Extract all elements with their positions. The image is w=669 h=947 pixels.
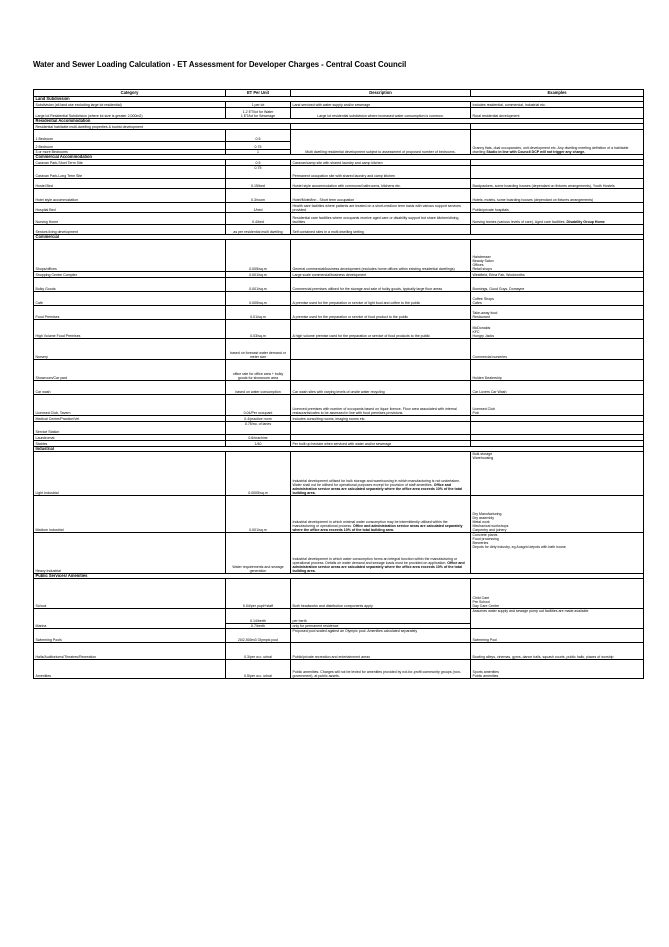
table-row: Marina 0.14/berth 0.7/berth per berth only for permanent residence Assumes water supply and sewage pump out facilities are made available	[34, 609, 644, 629]
table-row: Caravan Park-Short Term Site 0.5 Caravan/camp site with shared laundry and camp kitchen	[34, 160, 644, 166]
table-row: Stables 1/40 Per built up hectare when serviced with water and/or sewerage	[34, 441, 644, 447]
section-industrial: Industrial	[34, 447, 644, 452]
et-assessment-table	[33, 89, 644, 679]
table-row: Seniors living development as per residential multi dwelling Self contained sites in a multi dwelling setting	[34, 225, 644, 235]
table-row: Showroom/Car yard office rate for office area + bulky goods for showroom area Holden Dealership	[34, 360, 644, 381]
table-row: Residential habitable multi-dwelling properties & tourist development	[34, 124, 644, 130]
table-row: 2 Bedroom 0.75	[34, 142, 644, 150]
table-row: Service Station 0.75/no. of lanes	[34, 422, 644, 435]
header-category: Category	[34, 90, 226, 97]
header-et-per-unit: ET Per Unit	[226, 90, 291, 97]
table-row: Shops/offices 0.005/sq.m General commercial/business development (excludes home offices within existing residential dwellings) Hairdresser Beauty Salon Offices Retail shops	[34, 240, 644, 272]
table-header-row	[34, 90, 644, 97]
table-row: Caravan Park-Long Term Site 0.75 Permanent occupation site with shared laundry and camp kitchen	[34, 166, 644, 179]
table-row: Swimming Pools 20/2,500m3 Olympic pool Proposed pool scaled against an Olympic pool. Amenities calculated separately Swimming Pool	[34, 629, 644, 643]
section-residential: Residential Accommodation	[34, 119, 644, 124]
table-row: Light Industrial 0.0005/sq.m Industrial development utilised for bulk storage and warehousing in which manufacturing is not undertaken. Water shall not be utilised for operational purposes except for provision of staff amenities. Office and administration service areas are calculated separately where the office area exceeds 10% of the total building area. Bulk storage Warehousing	[34, 452, 644, 496]
table-row: Car wash based on water consumption Car wash sites with varying levels of onsite water recycling Car Lovers Car Wash	[34, 381, 644, 395]
table-row: Large lot Residential Subdivision (where lot size is greater 2,000m2) 1.2 ET/lot for Water 1 ET/lot for Sewerage Large lot residential subdivision where increased water consumption is common. Rural residential development	[34, 108, 644, 119]
table-row: Nursery based on forecast water demand or meter size Commercial nurseries	[34, 339, 644, 360]
table-row: Halls/Auditoriums/Theatres/Recreation 0.3/per w.c. urinal Public/private recreation and entertainment areas Bowling alleys, cinemas, gyms, dance halls, squash courts, public halls, places of worship	[34, 643, 644, 660]
section-commercial: Commercial	[34, 235, 644, 240]
table-row: Medium Industrial 0.001/sq.m Industrial development in which minimal water consumption may be intermittently utilised within the manufacturing or operational process. Office and administration service areas are calculated separately where the office area exceeds 10% of the total building area. Dry Manufacturing Dry assembly Metal work Mechanical workshops Carpentry and joinery	[34, 496, 644, 533]
table-row: Food Premises 0.01/sq.m A premise used for the preparation or service of food product to the public Take-away food Restaurant	[34, 306, 644, 320]
table-row: High Volume Food Premises 0.03/sq.m A high volume premise used for the preparation or service of food products to the public McDonalds KFC Hungry Jacks	[34, 320, 644, 339]
section-land-subdivision: Land Subdivision	[34, 97, 644, 102]
section-commercial-accommodation: Commercial Accommodation	[34, 155, 644, 160]
table-row: Nursing Home 0.4/bed Residential care facilities where occupants receive aged care or disability support but share kitchen/dining facilities Nursing homes (various levels of care), Aged care facilities, Disability Group Home	[34, 213, 644, 225]
table-row: Café 0.005/sq.m A premise used for the preparation or service of light food and coffee to the public Coffee Shops Cafes	[34, 292, 644, 306]
table-row: Hospital Bed 1/bed Health care facilities where patients are treated on a short-medium term basis with various support services provided Public/private hospitals	[34, 203, 644, 213]
table-row: Shopping Centre Complex 0.001/sq.m Large scale commercial/business development Westfield, Erina Fair, Woolworths	[34, 272, 644, 278]
header-examples: Examples	[471, 90, 644, 97]
table-row: 3 or more Bedrooms 1	[34, 150, 644, 155]
section-public-services: Public Services/ Amenities	[34, 574, 644, 579]
table-row: Licensed Club, Tavern 0.04/Per occupant Licenced premises with number of occupants based on liquor licence. Floor area associated with internal restaurants/cafes to be assessed in line with food premises provisions. Licensed Club Pub	[34, 395, 644, 416]
table-row: Heavy Industrial Water requirements and sewage generation Industrial development in which water consumption forms an integral function within the manufacturing or operational process. Details on water demand and sewage loads must be provided on application. Office and administration service areas are calculated separately where the office area exceeds 10% of the total building area. Concrete plants Food processing Breweries Depots for dirty industry, eg Ausgrid depots with bath house	[34, 533, 644, 574]
table-row: Laundromat 0.6/machine	[34, 435, 644, 441]
table-row: Hotel style accommodation 0.3/room Hotel/Motel/Inn - Short term occupation Hotels, motels, some boarding houses (dependant on fixtures arrangements)	[34, 189, 644, 203]
header-description: Description	[291, 90, 471, 97]
document-title: Water and Sewer Loading Calculation - ET Assessment for Developer Charges - Central Coast Council	[33, 60, 407, 69]
table-row: Medical Centre/Practice/Vet 0.4/practice room Includes consulting rooms, imaging rooms etc.	[34, 416, 644, 422]
table-row: Hostel Bed 0.15/bed Hostel style accommodation with communal bathrooms, kitchens etc. Backpackers, some boarding houses (dependant on fixtures arrangements), Youth Hostels	[34, 179, 644, 189]
table-row: School 0.04/per pupil+staff Both headworks and distribution components apply Child Care Pre School Day Care Centre	[34, 579, 644, 609]
table-row: Bulky Goods 0.001/sq.m Commercial premises utilised for the storage and sale of bulky goods, typically large floor areas Bunnings, Good Guys, Domayne	[34, 278, 644, 292]
table-row: 1 Bedroom 0.5 Multi dwelling residential development subject to assessment of proposed number of bedrooms. Granny flats, dual occupancies, unit development etc. Any dwelling meeting definition of a habitable dwelling Studio in line with Council DCP will not trigger any charge.	[34, 130, 644, 142]
table-row: Amenities 0.5/per w.c. urinal Public amenities. Charges will not be levied for amenities provided by not-for-profit community groups (non-government), at public assets. Sports amenities Public amenities	[34, 660, 644, 679]
table-row: Subdivision (all land use excluding large lot residential) 1 per lot Land serviced with water supply and/or sewerage Includes residential, commercial, industrial etc.	[34, 102, 644, 108]
